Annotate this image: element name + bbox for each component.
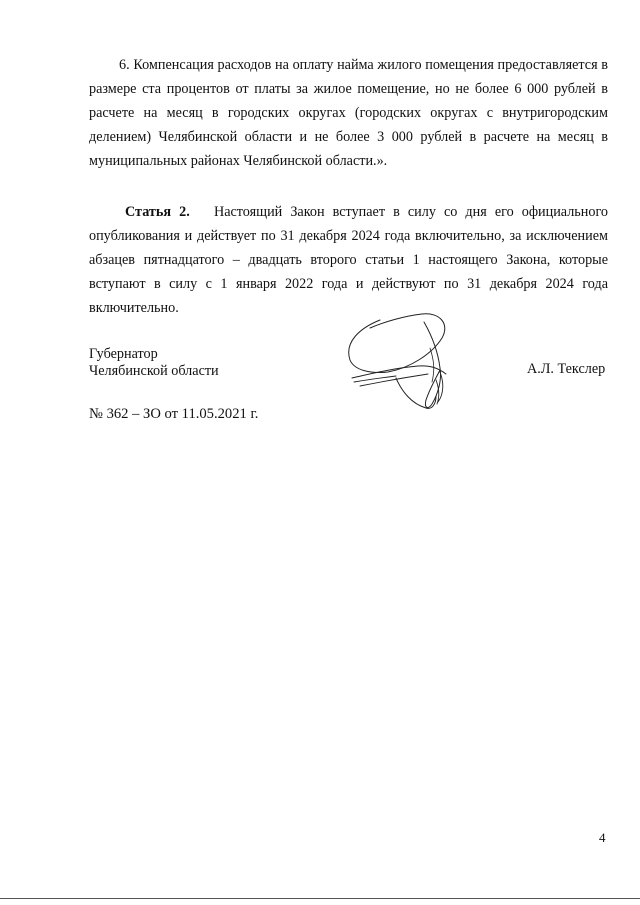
paragraph-compensation: 6. Компенсация расходов на оплату найма жилого помещения предоставляется в размере ста процентов от платы за жилое помещение, но не более 6 000 рублей в расчете на месяц в городских округах (городских округах с внутригородским делением) Челябинской области и не более 3 000 рублей в расчете на месяц в муниципальных районах Челябинской области.». — [89, 57, 608, 169]
signer-name: А.Л. Текслер — [527, 361, 606, 377]
scan-edge-line — [0, 898, 640, 899]
law-number: № 362 – ЗО от 11.05.2021 г. — [89, 406, 259, 422]
article-2-text: Настоящий Закон вступает в силу со дня его официального опубликования и действует по 31 декабря 2024 года включительно, за исключением абзацев пятнадцатого – двадцать второго статьи 1 настоящего Закона, которые вступают в силу с 1 января 2022 года и действуют по 31 декабря 2024 года включительно. — [89, 204, 609, 316]
governor-title-line-2: Челябинской области — [89, 363, 219, 379]
article-2-paragraph — [89, 200, 608, 320]
article-2-label: Статья 2. — [125, 204, 190, 220]
page-number: 4 — [599, 830, 606, 845]
handwritten-signature — [340, 308, 460, 412]
governor-title — [89, 346, 219, 380]
governor-title-line-1: Губернатор — [89, 346, 158, 362]
